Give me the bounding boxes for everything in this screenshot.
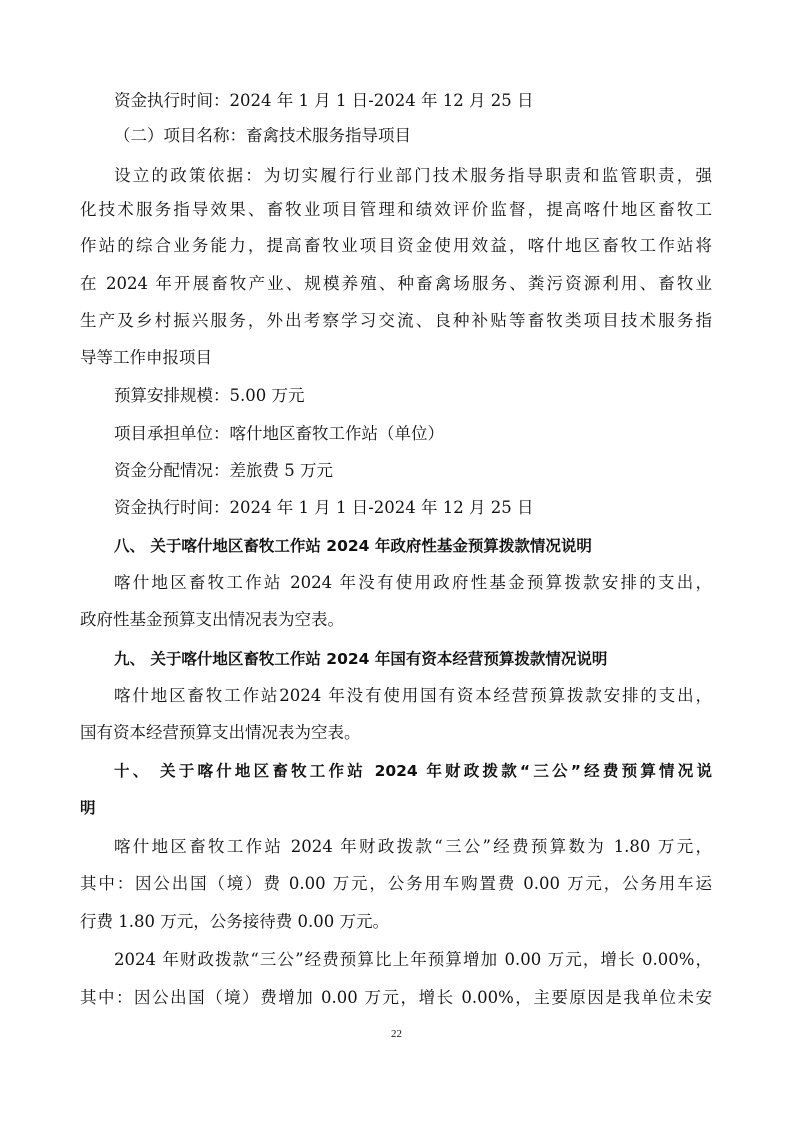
text-line: 2024 年财政拨款“三公”经费预算比上年预算增加 0.00 万元，增长 0.00%， xyxy=(114,950,712,969)
section-heading-10: 十、 关于喀什地区畜牧工作站 2024 年财政拨款“三公”经费预算情况说 xyxy=(114,762,712,780)
page-number: 22 xyxy=(391,1028,402,1040)
text-line: 喀什地区畜牧工作站2024 年没有使用国有资本经营预算拨款安排的支出， xyxy=(114,686,712,705)
text-line: 其中：因公出国（境）费 0.00 万元，公务用车购置费 0.00 万元，公务用车运 xyxy=(80,874,712,893)
text-line: 政府性基金预算支出情况表为空表。 xyxy=(80,610,344,629)
text-line: 预算安排规模：5.00 万元 xyxy=(114,386,305,405)
text-line: 导等工作申报项目 xyxy=(80,348,212,367)
text-line: 作站的综合业务能力，提高畜牧业项目资金使用效益，喀什地区畜牧工作站将 xyxy=(80,236,712,255)
text-line: 国有资本经营预算支出情况表为空表。 xyxy=(80,723,361,742)
text-line: 喀什地区畜牧工作站 2024 年财政拨款“三公”经费预算数为 1.80 万元， xyxy=(114,837,712,856)
text-line: 其中：因公出国（境）费增加 0.00 万元，增长 0.00%，主要原因是我单位未安 xyxy=(80,988,712,1007)
text-line: 行费 1.80 万元，公务接待费 0.00 万元。 xyxy=(80,912,389,931)
subsection-title: （二）项目名称：畜禽技术服务指导项目 xyxy=(114,126,411,145)
section-heading-10-continued: 明 xyxy=(80,799,96,817)
text-line: 资金分配情况：差旅费 5 万元 xyxy=(114,461,333,480)
section-heading-8: 八、 关于喀什地区畜牧工作站 2024 年政府性基金预算拨款情况说明 xyxy=(114,537,592,555)
text-line: 化技术服务指导效果、畜牧业项目管理和绩效评价监督，提高喀什地区畜牧工 xyxy=(80,200,712,219)
text-line: 项目承担单位：喀什地区畜牧工作站（单位） xyxy=(114,424,444,443)
text-line: 资金执行时间：2024 年 1 月 1 日-2024 年 12 月 25 日 xyxy=(114,498,534,517)
text-line: 喀什地区畜牧工作站 2024 年没有使用政府性基金预算拨款安排的支出， xyxy=(114,573,712,592)
text-line: 资金执行时间：2024 年 1 月 1 日-2024 年 12 月 25 日 xyxy=(114,91,534,110)
text-line: 设立的政策依据：为切实履行行业部门技术服务指导职责和监管职责，强 xyxy=(114,166,712,185)
text-line: 生产及乡村振兴服务，外出考察学习交流、良种补贴等畜牧类项目技术服务指 xyxy=(80,311,712,330)
section-heading-9: 九、 关于喀什地区畜牧工作站 2024 年国有资本经营预算拨款情况说明 xyxy=(114,650,608,668)
text-line: 在 2024 年开展畜牧产业、规模养殖、种畜禽场服务、粪污资源利用、畜牧业 xyxy=(80,274,712,293)
